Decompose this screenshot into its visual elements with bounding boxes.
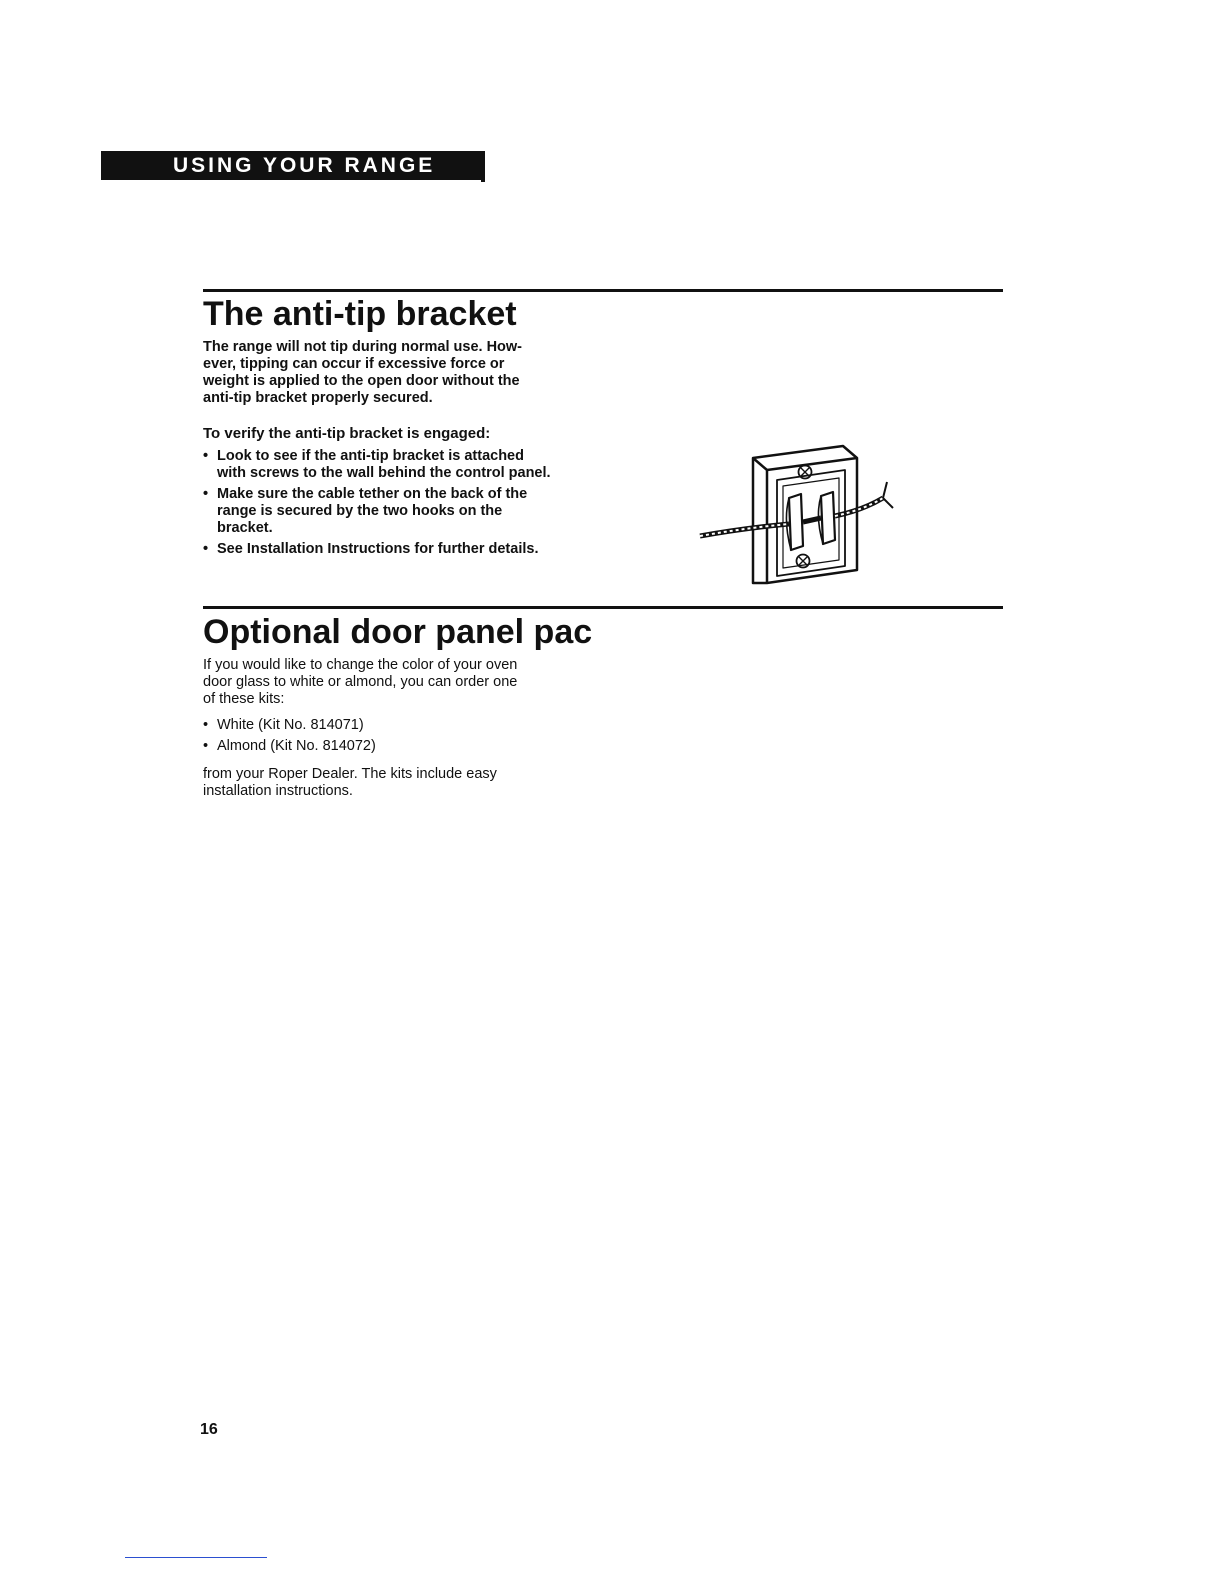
bullet-line: bracket. (217, 520, 273, 536)
list-item (203, 738, 623, 755)
door-panel-title: Optional door panel pac (203, 613, 593, 651)
list-item (203, 541, 623, 558)
bullet-icon: • (203, 486, 209, 502)
verify-heading: To verify the anti-tip bracket is engaged: (203, 425, 491, 442)
anti-tip-intro (203, 339, 623, 407)
anti-tip-title: The anti-tip bracket (203, 295, 517, 333)
bullet-icon: • (203, 448, 209, 464)
anti-tip-bracket-illustration (695, 440, 895, 590)
list-item (203, 486, 623, 537)
footer-divider (125, 1557, 267, 1558)
bullet-line: range is secured by the two hooks on the (217, 503, 503, 519)
verify-bullet-list (203, 448, 623, 562)
door-panel-intro-line: of these kits: (203, 691, 285, 707)
anti-tip-intro-line: anti-tip bracket properly secured. (203, 390, 433, 406)
anti-tip-intro-line: The range will not tip during normal use. How- (203, 339, 523, 355)
list-item (203, 717, 623, 734)
door-panel-closing-line: from your Roper Dealer. The kits include easy (203, 766, 497, 782)
door-panel-intro (203, 657, 623, 708)
bullet-line: Make sure the cable tether on the back of the (217, 486, 528, 502)
section-header-label: USING YOUR RANGE (173, 154, 436, 177)
section-header-bar (101, 151, 481, 180)
bullet-line: See Installation Instructions for further details. (217, 541, 539, 557)
door-panel-intro-line: door glass to white or almond, you can order one (203, 674, 518, 690)
kit-label: White (Kit No. 814071) (217, 717, 364, 733)
bullet-icon: • (203, 541, 209, 557)
kit-label: Almond (Kit No. 814072) (217, 738, 376, 754)
door-panel-closing (203, 766, 623, 800)
page-number: 16 (200, 1421, 218, 1438)
kit-list (203, 717, 623, 759)
bullet-icon: • (203, 738, 209, 754)
anti-tip-intro-line: ever, tipping can occur if excessive force or (203, 356, 505, 372)
door-panel-intro-line: If you would like to change the color of your oven (203, 657, 518, 673)
list-item (203, 448, 623, 482)
bullet-line: with screws to the wall behind the control panel. (217, 465, 551, 481)
bullet-line: Look to see if the anti-tip bracket is attached (217, 448, 524, 464)
door-panel-closing-line: installation instructions. (203, 783, 353, 799)
section-divider-door-panel (203, 606, 1003, 609)
anti-tip-intro-line: weight is applied to the open door without the (203, 373, 520, 389)
bullet-icon: • (203, 717, 209, 733)
section-divider-anti-tip (203, 289, 1003, 292)
